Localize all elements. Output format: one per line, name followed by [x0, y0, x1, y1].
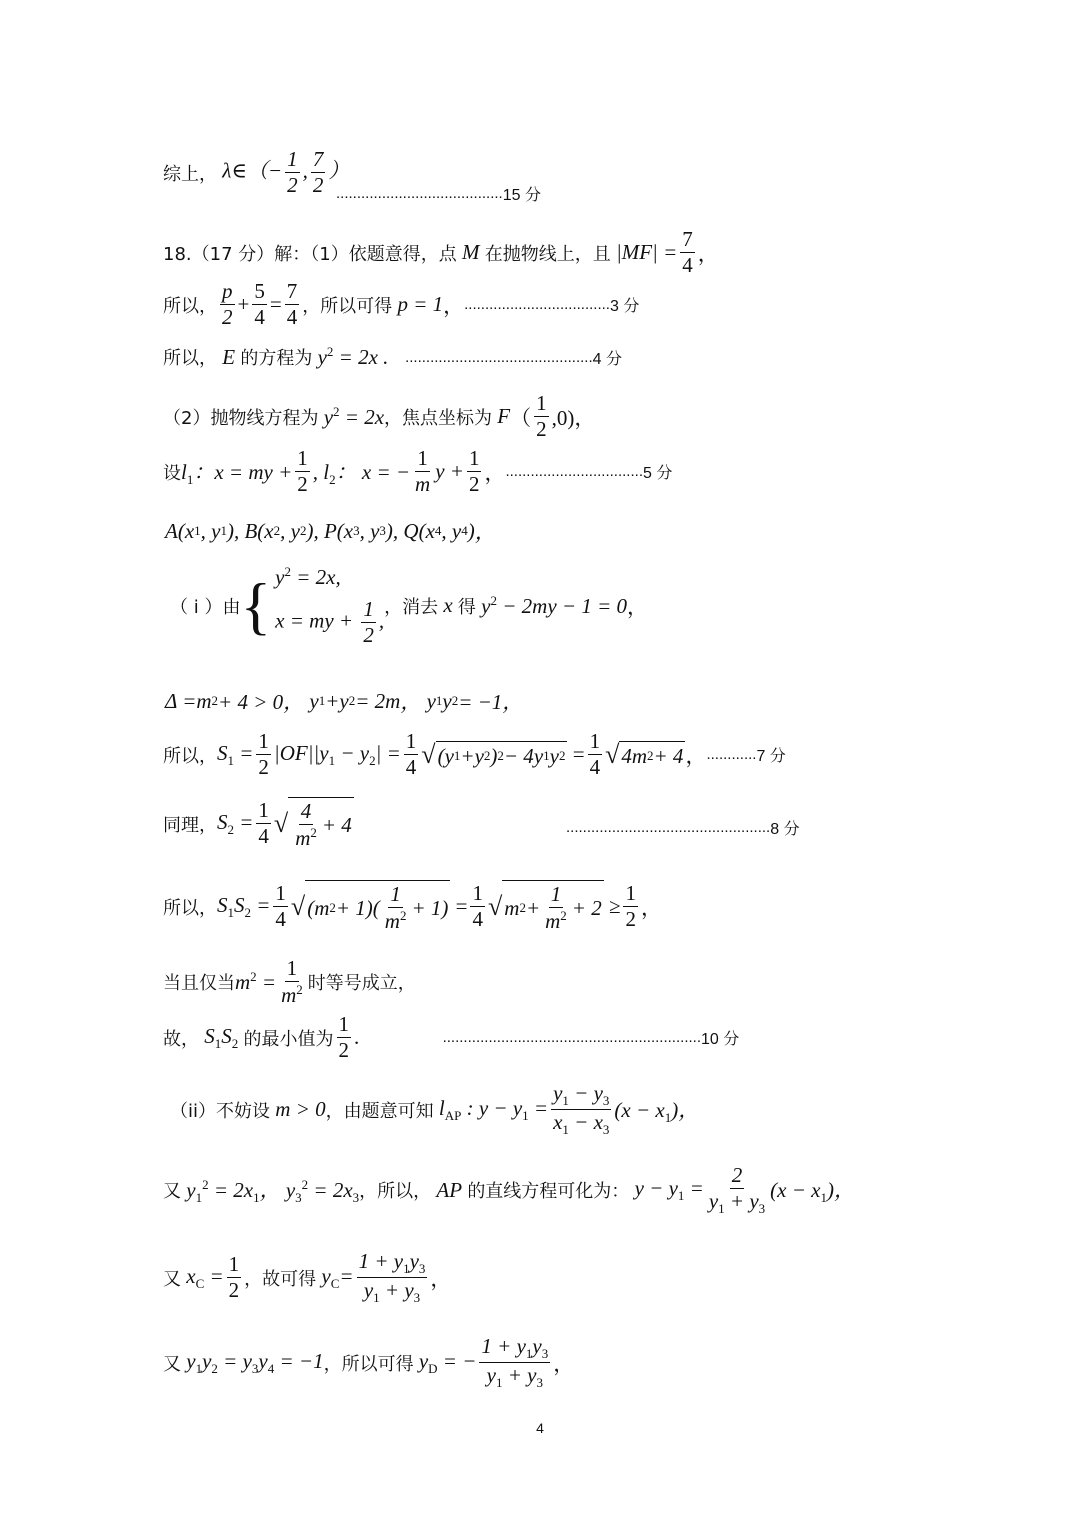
ap-line: 又 $y_1^2 = 2x_1$， $y_3^2 = 2x_3$ ，所以， AP 的直线方程可化为： $y - y_1$ = $\frac{2}{y_1 + y_3}$ $(x - x_1)$， — [163, 1163, 855, 1217]
summary-label: 综上， — [163, 163, 217, 185]
lambda-range: λ∈（− $\frac{1}{2}$ , $\frac{7}{2}$ ） — [217, 147, 350, 198]
score-8: ................................................. 8 分 — [566, 819, 800, 838]
delta-line: Δ = m 2 + 4 > 0， y 1 + y 2 = 2 m ， y 1 y 2 = −1， — [165, 688, 524, 714]
s1-line: 所以， $S_1$ = $\frac{1}{2}$ $|OF||y_1 - y_2|$ = $\frac{1}{4}$ √ ( y 1 + y 2 ) 2 − 4 y 1 y 2 = $\frac{1}{4}$ √ 4 m 2 + 4 ， ............ 7 分 — [163, 729, 786, 780]
yd-line: 又 $y_1y_2 = y_3y_4 = -1$ ，所以可得 $y_D$ = − $\frac{1 + y_1y_3}{y_1 + y_3}$ ， — [163, 1334, 575, 1391]
min-line: 故， $S_1S_2$ 的最小值为 $\frac{1}{2}$ . .............................................................. 10 分 — [163, 1012, 740, 1063]
eq-E-line: 所以， E 的方程为 $y^2 = 2x$ . ............................................. 4 分 — [163, 344, 622, 369]
system-line: （ i ）由 { $y^2 = 2x$, x = my + $\frac{1}{2}$ , ，消去 x 得 $y^2 - 2my - 1 = 0$ ， — [170, 564, 649, 648]
points-def: A(x 1 , y 1 ), B(x 2 , y 2 ), P(x 3 , y 3 ), Q(x 4 , y 4 ) ， — [165, 518, 496, 544]
product-line: 所以， $S_1S_2$ = $\frac{1}{4}$ √ ( m 2 + 1)( $\frac{1}{m^2}$ + 1) = $\frac{1}{4}$ √ m 2 + $\frac{1}{m^2}$ + 2 ≥ $\frac{1}{2}$ ， — [163, 881, 662, 934]
s2-line: 同理， $S_2$ = $\frac{1}{4}$ √ $\frac{4}{m^2}$ + 4 — [163, 798, 352, 851]
page-number: 4 — [536, 1420, 544, 1436]
summary-line — [163, 148, 349, 197]
part2-line: （2）抛物线方程为 $y^2 = 2x$ ，焦点坐标为 F （ $\frac{1}{2}$ ,0)， — [163, 391, 596, 442]
ii-line: （ii）不妨设 m > 0 ，由题意可知 $l_{AP}$ : $y - y_1$ = $\frac{y_1 - y_3}{x_1 - x_3}$ $(x - x_1)$， — [170, 1081, 700, 1138]
yc-line: 又 $x_C$ = $\frac{1}{2}$ ，故可得 $y_C=$ $\frac{1 + y_1y_3}{y_1 + y_3}$ ， — [163, 1249, 452, 1306]
lines-def: 设 $l_1$：x = my + $\frac{1}{2}$ , $l_2$： x = − $\frac{1}{m}$ y + $\frac{1}{2}$ ， ................................. 5 分 — [163, 446, 673, 497]
q18-intro-line: 18.（17 分）解：（1）依题意得，点 M 在抛物线上，且 |MF| = $\frac{7}{4}$ ， — [163, 227, 719, 278]
q18-intro: 18.（17 分）解：（1）依题意得，点 — [163, 243, 457, 265]
score-15: ........................................ 15 分 — [336, 185, 541, 204]
equality-line: 当且仅当 $m^2$ = $\frac{1}{m^2}$ 时等号成立， — [163, 956, 416, 1008]
p-solve-line: 所以， $\frac{p}{2}$ + $\frac{5}{4}$ = $\frac{7}{4}$ ，所以可得 p = 1 ， ................................... 3 分 — [163, 279, 640, 330]
